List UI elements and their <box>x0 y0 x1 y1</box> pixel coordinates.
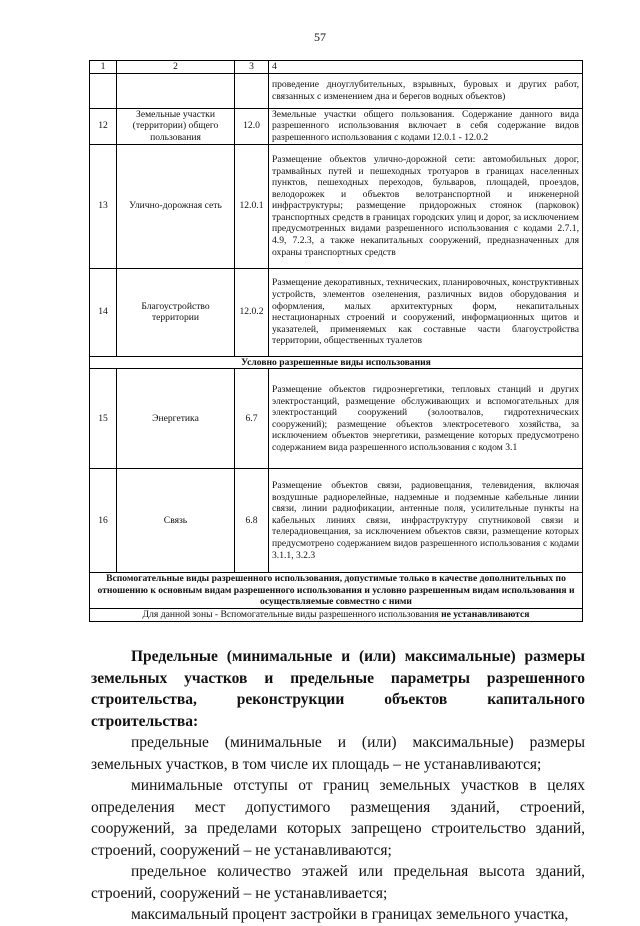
row-code: 12.0.2 <box>235 268 269 356</box>
row-name: Улично-дорожная сеть <box>117 144 235 268</box>
note-prefix: Для данной зоны - Вспомогательные виды разрешенного использования <box>142 609 442 621</box>
row-code <box>235 73 269 108</box>
table-row <box>90 73 583 108</box>
section-heading: Предельные (минимальные и (или) максимальные) размеры земельных участков и предельные параметры разрешенного строительства, реконструкции объектов капитального строительства: <box>91 648 585 730</box>
note-row <box>90 609 583 622</box>
row-name: Энергетика <box>117 369 235 469</box>
header-cell: 2 <box>117 61 235 74</box>
row-number <box>90 73 117 108</box>
section-row <box>90 573 583 609</box>
table-row <box>90 268 583 356</box>
header-cell: 4 <box>269 61 583 74</box>
row-name <box>117 73 235 108</box>
header-cell: 3 <box>235 61 269 74</box>
row-number: 12 <box>90 108 117 144</box>
row-name: Связь <box>117 469 235 573</box>
row-code: 12.0 <box>235 108 269 144</box>
section-auxiliary-title: Вспомогательные виды разрешенного использования, допустимые только в качестве дополнительных по отношению к основным видам разрешенного использования и условно разрешенным видам использования и осуществляемые совместно с ними <box>90 573 583 609</box>
note-emphasis: не устанавливаются <box>441 609 530 621</box>
paragraph: минимальные отступы от границ земельных участков в целях определения мест допустимого размещения зданий, строений, сооружений, за пределами которых запрещено строительство зданий, строений, сооружений – не устанавливаются; <box>91 777 585 859</box>
section-row <box>90 356 583 369</box>
row-number: 15 <box>90 369 117 469</box>
row-name: Земельные участки (территории) общего пользования <box>117 108 235 144</box>
paragraph: предельное количество этажей или предельная высота зданий, строений, сооружений – не устанавливается; <box>91 863 585 902</box>
table-row <box>90 469 583 573</box>
row-description: Размещение объектов улично-дорожной сети: автомобильных дорог, трамвайных путей и пешеходных тротуаров в границах населенных пунктов, пешеходных переходов, бульваров, площадей, проездов, велодорожек и объектов велотранспортной и инженерной инфраструктуры; размещение придорожных стоянок (парковок) транспортных средств в границах городских улиц и дорог, за исключением предусмотренных видами разрешенного использования с кодами 2.7.1, 4.9, 7.2.3, а также некапитальных сооружений, предназначенных для охраны транспортных средств <box>269 144 583 268</box>
row-code: 6.7 <box>235 369 269 469</box>
table-row <box>90 144 583 268</box>
row-description: проведение дноуглубительных, взрывных, буровых и других работ, связанных с изменением дна и берегов водных объектов) <box>269 73 583 108</box>
land-use-table <box>89 60 583 622</box>
paragraph: максимальный процент застройки в границах земельного участка, <box>131 906 569 923</box>
row-number: 13 <box>90 144 117 268</box>
table-row <box>90 108 583 144</box>
section-conditional-title: Условно разрешенные виды использования <box>90 356 583 369</box>
row-number: 16 <box>90 469 117 573</box>
row-name: Благоустройство территории <box>117 268 235 356</box>
row-description: Размещение объектов гидроэнергетики, тепловых станций и других электростанций, размещение обслуживающих и вспомогательных для электростанций сооружений (золоотвалов, гидротехнических сооружений); размещение объектов электросетевого хозяйства, за исключением объектов энергетики, размещение которых предусмотрено содержанием вида разрешенного использования с кодом 3.1 <box>269 369 583 469</box>
body-text <box>91 646 585 926</box>
table-row <box>90 369 583 469</box>
paragraph: предельные (минимальные и (или) максимальные) размеры земельных участков, в том числе их площадь – не устанавливаются; <box>91 734 585 773</box>
row-code: 6.8 <box>235 469 269 573</box>
header-cell: 1 <box>90 61 117 74</box>
page-number: 57 <box>314 30 326 44</box>
row-number: 14 <box>90 268 117 356</box>
row-description: Размещение объектов связи, радиовещания, телевидения, включая воздушные радиорелейные, надземные и подземные кабельные линии связи, линии радиофикации, антенные поля, усилительные пункты на кабельных линиях связи, инфраструктуру спутниковой связи и телерадиовещания, за исключением объектов связи, размещение которых предусмотрено содержанием видов разрешенного использования с кодами 3.1.1, 3.2.3 <box>269 469 583 573</box>
row-description: Земельные участки общего пользования. Содержание данного вида разрешенного использования включает в себя содержание видов разрешенного использования с кодами 12.0.1 - 12.0.2 <box>269 108 583 144</box>
row-description: Размещение декоративных, технических, планировочных, конструктивных устройств, элементов озеленения, различных видов оборудования и оформления, малых архитектурных форм, некапитальных нестационарных строений и сооружений, информационных щитов и указателей, применяемых как составные части благоустройства территории, общественных туалетов <box>269 268 583 356</box>
row-code: 12.0.1 <box>235 144 269 268</box>
table-header-row <box>90 61 583 74</box>
note-cell <box>90 609 583 622</box>
